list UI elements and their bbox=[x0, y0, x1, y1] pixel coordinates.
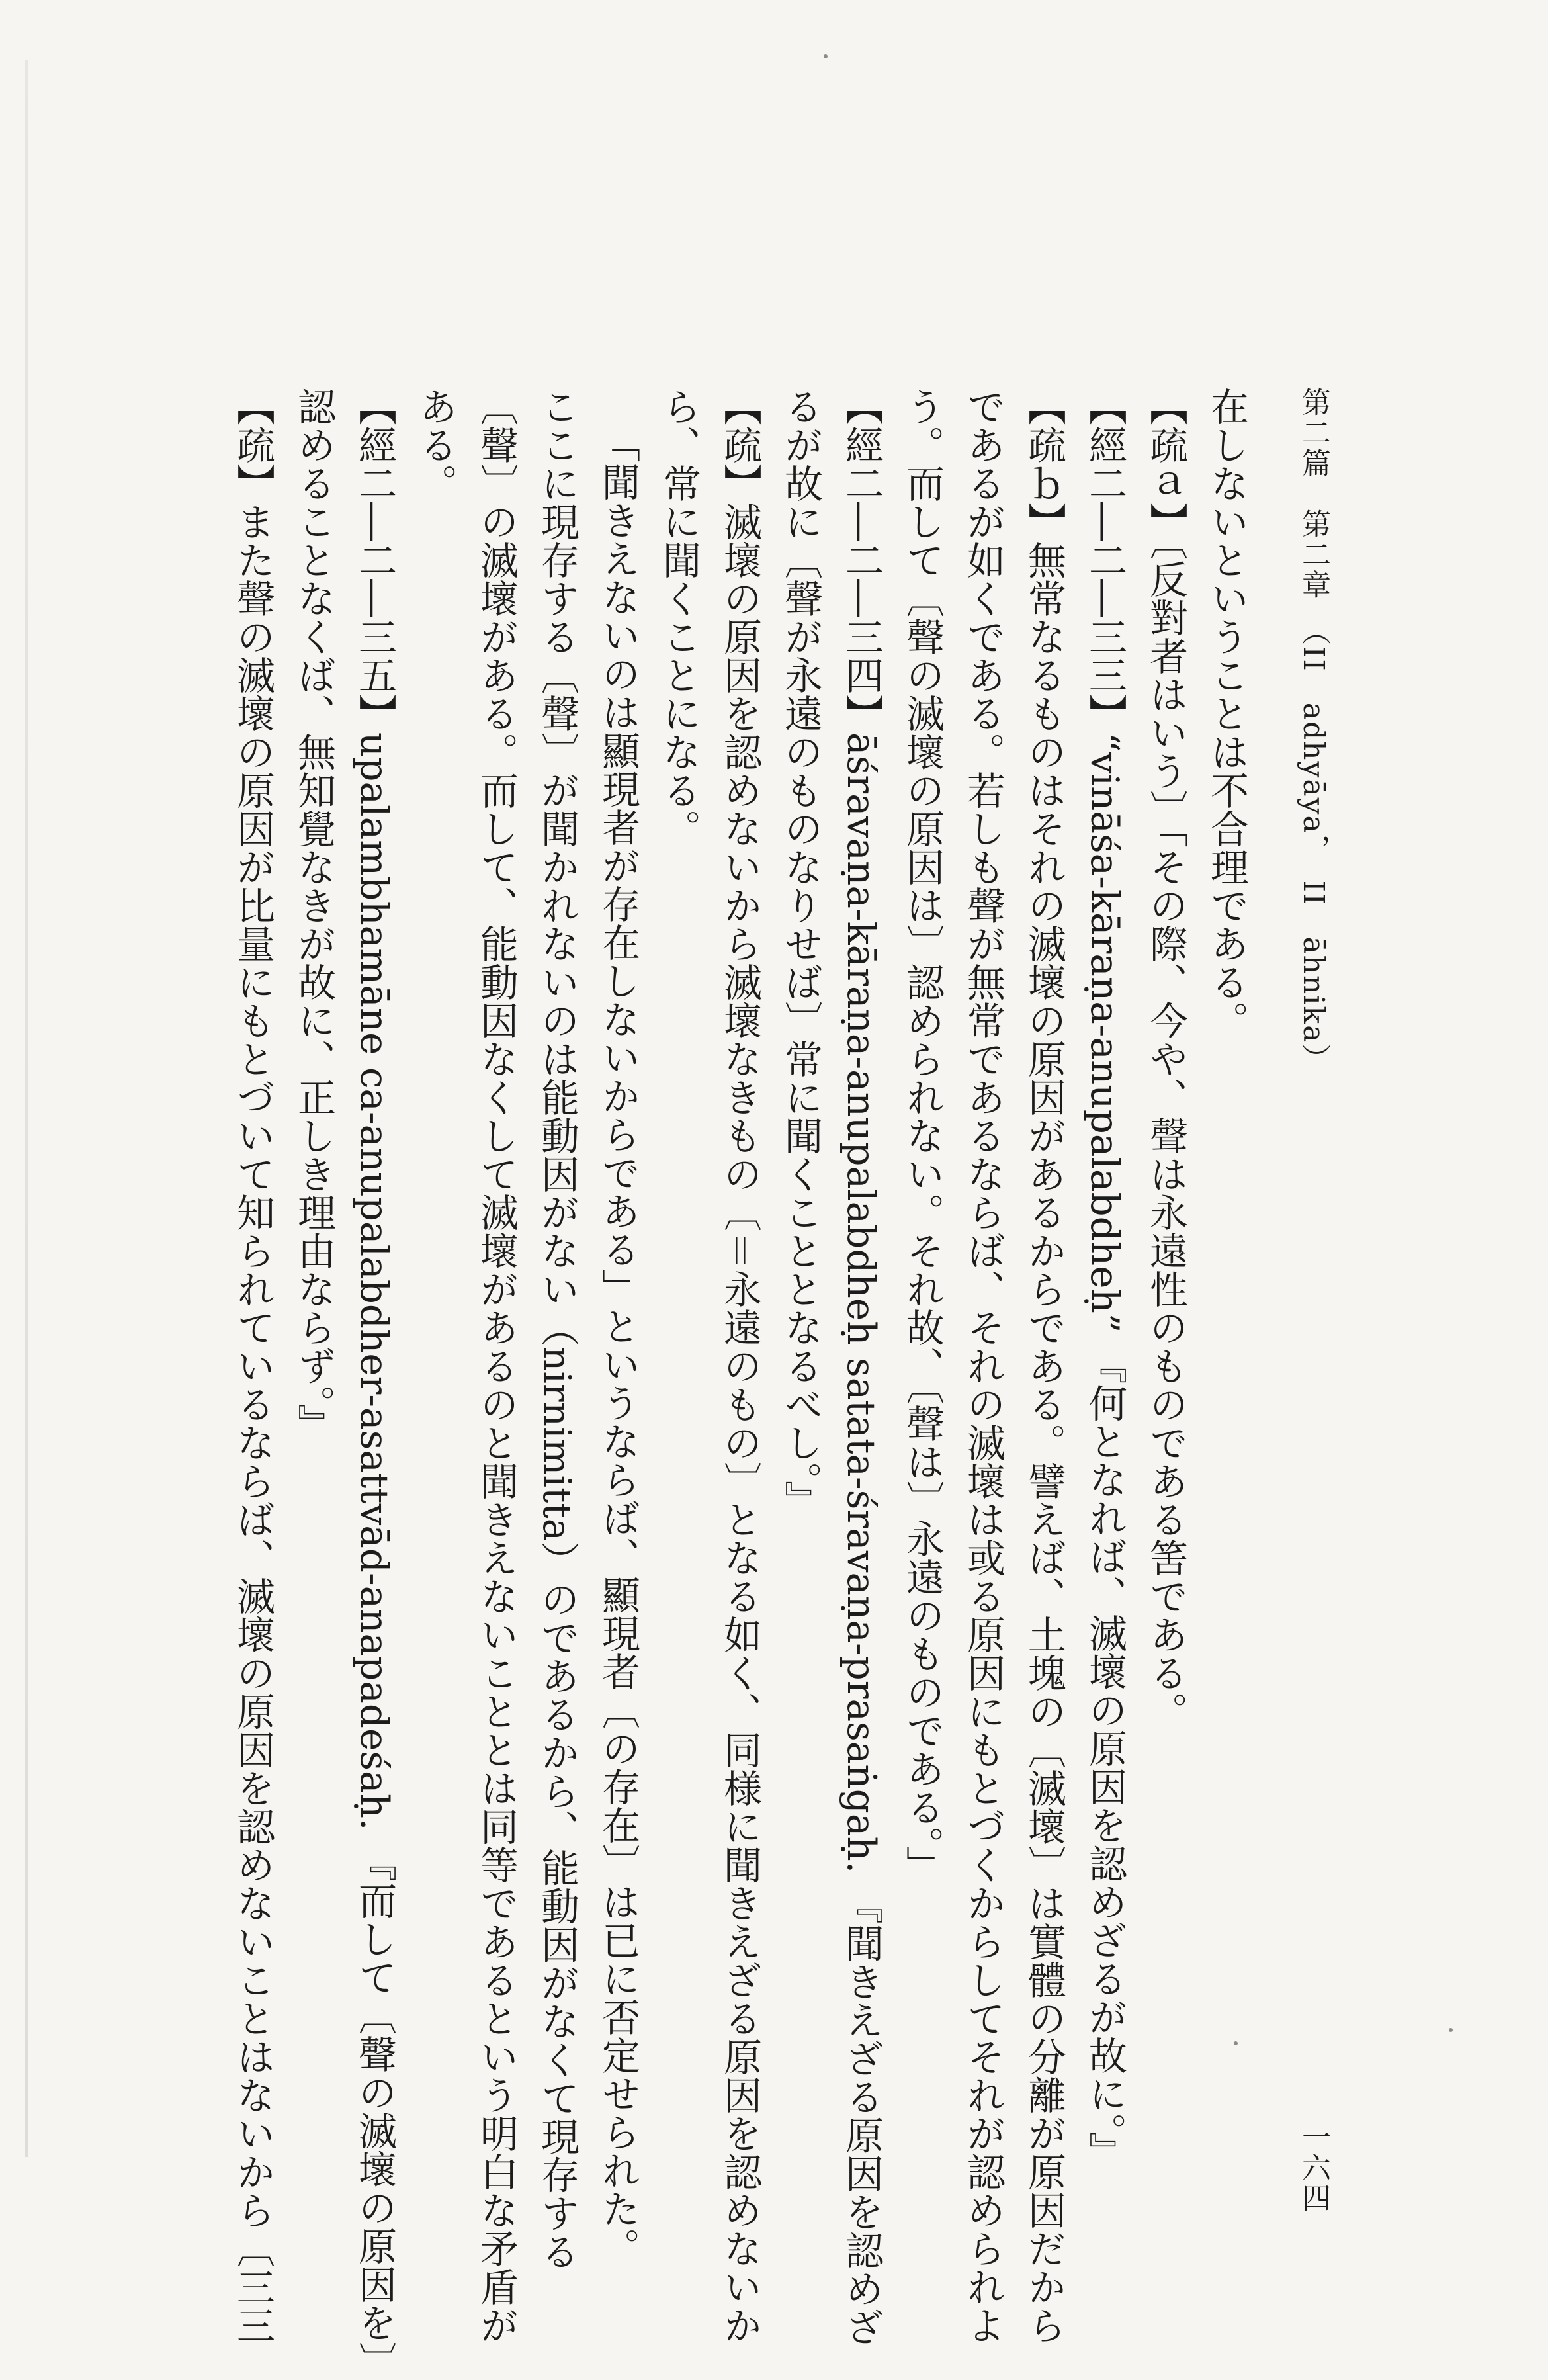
text-line: 【疏】また聲の滅壞の原因が比量にもとづいて知られているならば、滅壞の原因を認めないことはないから〔三三 bbox=[230, 387, 275, 2344]
text-line: 【疏ｂ】無常なるものはそれの滅壞の原因があるからである。譬えば、土塊の〔滅壞〕は實體の分離が原因だから bbox=[1021, 387, 1066, 2344]
body-text bbox=[112, 387, 1257, 2380]
text-line: ここに現存する〔聲〕が聞かれないのは能動因がない（nirnimitta）のであるから、能動因がなくて現存する bbox=[535, 387, 580, 2271]
scan-speck bbox=[1449, 2028, 1453, 2032]
text-line: ら、常に聞くことになる。 bbox=[656, 387, 701, 848]
text-line: 「聞きえないのは顯現者が存在しないからである」というならば、顯現者〔の存在〕は已に否定せられた。 bbox=[595, 424, 640, 2266]
text-line: 【疏ａ】〔反對者はいう〕「その際、今や、聲は永遠性のものである筈である。 bbox=[1143, 387, 1188, 1730]
header-title: 第二篇 第二章 （II adhyāya， II āhnika） bbox=[1297, 387, 1330, 1075]
text-line: ある。 bbox=[413, 387, 458, 502]
scan-speck bbox=[824, 54, 828, 58]
text-line: であるが如くである。若しも聲が無常であるならば、それの滅壞は或る原因にもとづくからしてそれが認められよ bbox=[961, 387, 1006, 2344]
scan-page-edge bbox=[25, 60, 28, 2157]
text-line: う。而して〔聲の滅壞の原因は〕認められない。それ故、〔聲は〕永遠のものである。」 bbox=[900, 387, 945, 1884]
text-line: 【經二―二―三三】“vināśa-kāraṇa-anupalabdheḥ” 『何となれば、滅壞の原因を認めざるが故に。』 bbox=[1082, 387, 1127, 2170]
page-number: 一六四 bbox=[1297, 2122, 1330, 2213]
text-line: 認めることなくば、無知覺なきが故に、正しき理由ならず。』 bbox=[291, 387, 336, 1442]
text-line: 在しないということは不合理である。 bbox=[1204, 387, 1249, 1039]
text-line: るが故に〔聲が永遠のものなりせば〕常に聞くこととなるべし。』 bbox=[778, 387, 823, 1519]
running-header bbox=[1290, 387, 1336, 2213]
text-line: 〔聲〕の滅壞がある。而して、能動因なくして滅壞があるのと聞きえないこととは同等であるという明白な矛盾が bbox=[474, 387, 519, 2344]
text-line: 【疏】滅壞の原因を認めないから滅壞なきもの〔＝永遠のもの〕となる如く、同様に聞きえざる原因を認めないか bbox=[717, 387, 762, 2344]
text-line: 【經二―二―三五】upalambhamāne ca-anupalabdher-asattvād-anapadeśaḥ. 『而して〔聲の滅壞の原因を〕 bbox=[352, 387, 397, 2380]
text-line: 【經二―二―三四】āśravaṇa-kāraṇa-anupalabdheḥ satata-śravaṇa-prasaṅgaḥ. 『聞きえざる原因を認めざ bbox=[839, 387, 884, 2346]
